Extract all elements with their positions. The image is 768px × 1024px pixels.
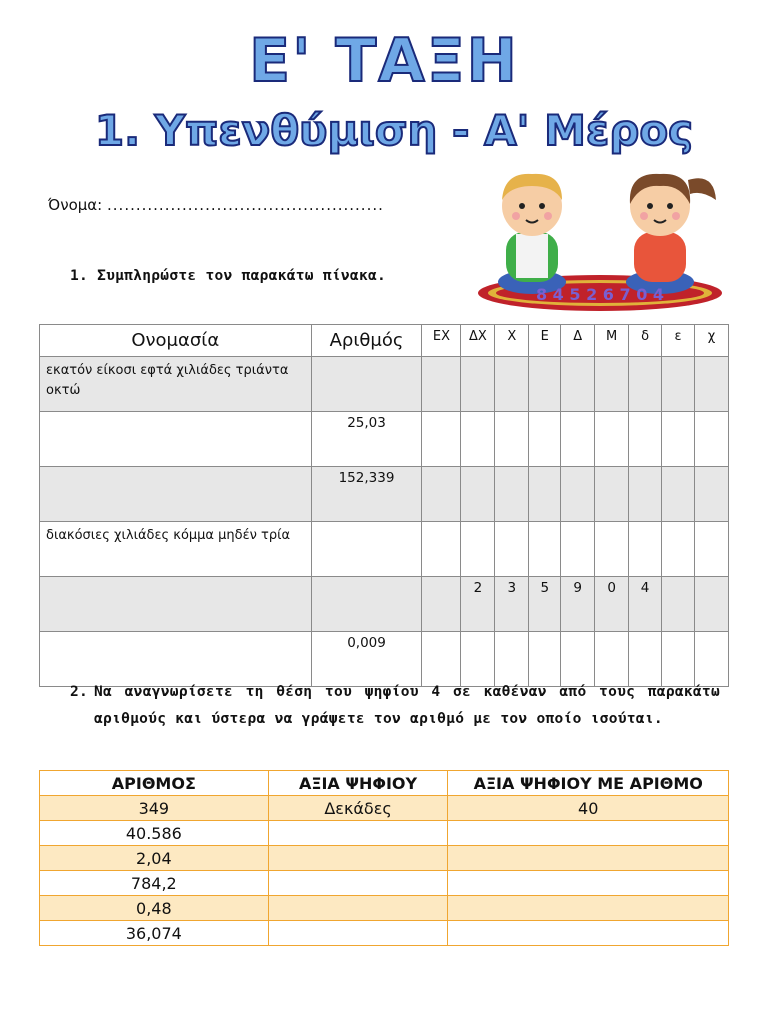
digit-value-number-cell[interactable] [448,921,729,946]
digit-cell[interactable]: 2 [461,577,495,632]
row-name-cell[interactable] [40,577,312,632]
column-header-ekatosta: ε [662,325,695,357]
digit-cell[interactable] [561,522,595,577]
digit-cell[interactable] [461,522,495,577]
digit-value-table [39,770,729,946]
digit-cell[interactable] [495,412,529,467]
name-field-row [48,196,384,214]
column-header-dekata: δ [629,325,662,357]
column-header-ex: ΕΧ [422,325,461,357]
digit-cell[interactable] [629,357,662,412]
digit-cell[interactable] [662,467,695,522]
girl-figure [626,174,716,294]
digit-cell[interactable] [495,467,529,522]
place-value-table [39,324,729,687]
column-header-dx: ΔΧ [461,325,495,357]
page-subtitle: 1. Υπενθύμιση - Α' Μέρος [94,106,694,155]
digit-cell[interactable] [629,522,662,577]
task2-text: Να αναγνωρίσετε τη θέση του ψηφίου 4 σε καθέναν από τους παρακάτω αριθμούς και ύστερα να γράψετε τον αριθμό με τον οποίο ισούται. [94,684,720,727]
digit-cell[interactable] [461,357,495,412]
number-cell: 36,074 [40,921,269,946]
row-name-cell[interactable]: εκατόν είκοσι εφτά χιλιάδες τριάντα οκτώ [40,357,312,412]
digit-cell[interactable] [461,412,495,467]
digit-cell[interactable] [662,522,695,577]
digit-cell[interactable] [561,357,595,412]
number-cell: 349 [40,796,269,821]
table-row [40,577,729,632]
digit-cell[interactable] [422,467,461,522]
digit-cell[interactable] [529,357,561,412]
digit-cell[interactable] [595,467,629,522]
digit-cell[interactable] [595,412,629,467]
column-header-name: Ονομασία [40,325,312,357]
digit-value-cell[interactable] [268,846,448,871]
number-cell: 40.586 [40,821,269,846]
digit-cell[interactable] [422,522,461,577]
column-header-number: ΑΡΙΘΜΟΣ [40,771,269,796]
digit-cell[interactable] [662,357,695,412]
table-header-row [40,325,729,357]
task1-instruction [70,268,386,284]
digit-value-cell[interactable] [268,821,448,846]
row-number-cell[interactable]: 0,009 [311,632,422,687]
table-row [40,467,729,522]
column-header-number: Αριθμός [311,325,422,357]
table-row [40,846,729,871]
children-illustration [470,160,730,315]
column-header-digit-value: ΑΞΙΑ ΨΗΦΙΟΥ [268,771,448,796]
table-row [40,796,729,821]
table-row [40,522,729,577]
row-number-cell[interactable] [311,577,422,632]
digit-cell[interactable] [662,577,695,632]
digit-cell[interactable]: 3 [495,577,529,632]
digit-cell[interactable] [694,577,728,632]
row-number-cell[interactable]: 152,339 [311,467,422,522]
table-row [40,412,729,467]
digit-cell[interactable] [595,522,629,577]
page-title: Ε' ΤΑΞΗ [249,26,519,96]
digit-cell[interactable] [529,467,561,522]
task1-text: Συμπληρώστε τον παρακάτω πίνακα. [97,268,387,284]
table-row [40,871,729,896]
row-number-cell[interactable]: 25,03 [311,412,422,467]
table-row [40,821,729,846]
row-number-cell[interactable] [311,357,422,412]
number-cell: 2,04 [40,846,269,871]
column-header-digit-value-number: ΑΞΙΑ ΨΗΦΙΟΥ ΜΕ ΑΡΙΘΜΟ [448,771,729,796]
digit-cell[interactable] [422,357,461,412]
table-row [40,357,729,412]
row-number-cell[interactable] [311,522,422,577]
digit-cell[interactable]: 5 [529,577,561,632]
task2-instruction [70,679,720,733]
digit-value-number-cell[interactable] [448,896,729,921]
row-name-cell[interactable]: διακόσιες χιλιάδες κόμμα μηδέν τρία [40,522,312,577]
digit-cell[interactable] [694,357,728,412]
column-header-xiliosta: χ [694,325,728,357]
table-row [40,921,729,946]
digit-cell[interactable] [529,522,561,577]
digit-cell[interactable] [561,467,595,522]
digit-cell[interactable] [495,522,529,577]
table-header-row [40,771,729,796]
name-input-line[interactable]: ................................................ [107,196,384,214]
table-row [40,896,729,921]
digit-cell[interactable]: 9 [561,577,595,632]
digit-value-number-cell[interactable]: 40 [448,796,729,821]
rug-numbers: 8 4 5 2 6 7 0 4 [535,285,665,304]
digit-value-number-cell[interactable] [448,846,729,871]
digit-cell[interactable] [422,412,461,467]
task1-number: 1. [70,268,89,284]
row-name-cell[interactable] [40,412,312,467]
digit-cell[interactable] [629,467,662,522]
number-cell: 784,2 [40,871,269,896]
boy-figure [498,174,566,294]
digit-value-cell[interactable] [268,896,448,921]
task2-number: 2. [70,684,89,700]
digit-cell[interactable] [662,412,695,467]
digit-value-number-cell[interactable] [448,871,729,896]
column-header-x: Χ [495,325,529,357]
digit-cell[interactable] [495,357,529,412]
digit-value-cell[interactable] [268,921,448,946]
digit-cell[interactable] [422,577,461,632]
row-name-cell[interactable] [40,467,312,522]
digit-value-number-cell[interactable] [448,821,729,846]
digit-cell[interactable] [694,412,728,467]
column-header-m: Μ [595,325,629,357]
digit-cell[interactable] [529,412,561,467]
digit-cell[interactable]: 0 [595,577,629,632]
digit-cell[interactable] [694,467,728,522]
number-cell: 0,48 [40,896,269,921]
digit-cell[interactable] [694,522,728,577]
digit-cell[interactable]: 4 [629,577,662,632]
digit-value-cell[interactable] [268,871,448,896]
digit-cell[interactable] [629,412,662,467]
digit-cell[interactable] [595,357,629,412]
column-header-d: Δ [561,325,595,357]
digit-value-cell[interactable]: Δεκάδες [268,796,448,821]
digit-cell[interactable] [461,467,495,522]
name-label: Όνομα: [48,196,103,214]
digit-cell[interactable] [561,412,595,467]
column-header-e: Ε [529,325,561,357]
